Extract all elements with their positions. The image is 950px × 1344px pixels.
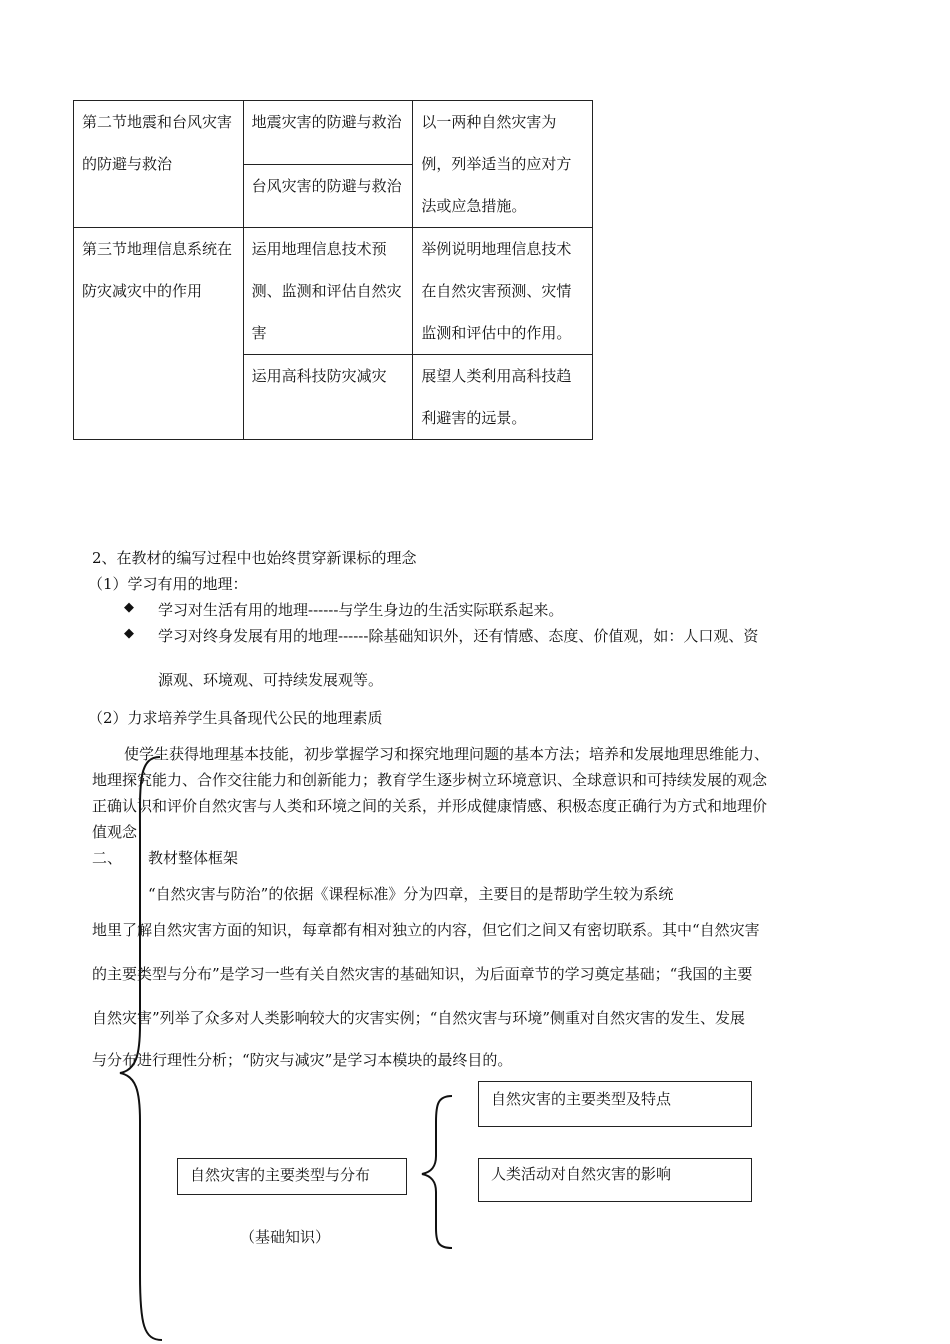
- large-brace-icon: [110, 755, 170, 1344]
- section-number: 二、: [92, 849, 123, 867]
- paragraph-line: 使学生获得地理基本技能，初步掌握学习和探究地理问题的基本方法；培养和发展地理思维能力、: [124, 745, 770, 763]
- topic-cell: 地震灾害的防避与救治: [243, 101, 413, 165]
- subtopic-box-2: 人类活动对自然灾害的影响: [478, 1158, 752, 1202]
- table-row: [74, 101, 593, 165]
- subtopic-box-1: 自然灾害的主要类型及特点: [478, 1081, 752, 1127]
- paragraph-line: 自然灾害”列举了众多对人类影响较大的灾害实例；“自然灾害与环境”侧重对自然灾害的发生、发展: [92, 1009, 746, 1027]
- paragraph-line: 的主要类型与分布”是学习一些有关自然灾害的基础知识，为后面章节的学习奠定基础；“我国的主要: [92, 965, 753, 983]
- table-row: [74, 228, 593, 355]
- diamond-bullet-icon: ◆: [124, 626, 134, 641]
- section-cell: 第二节地震和台风灾害的防避与救治: [74, 101, 244, 228]
- paragraph-line: 与分布进行理性分析；“防灾与减灾”是学习本模块的最终目的。: [92, 1051, 513, 1069]
- bullet-item-2-line1: 学习对终身发展有用的地理------除基础知识外，还有情感、态度、价值观，如：人口观、资: [158, 627, 759, 645]
- topic-cell: 运用高科技防灾减灾: [243, 355, 413, 440]
- subheading-1: （1）学习有用的地理：: [88, 575, 248, 593]
- standard-cell: 举例说明地理信息技术在自然灾害预测、灾情监测和评估中的作用。: [413, 228, 593, 355]
- standard-cell: 以一两种自然灾害为例，列举适当的应对方法或应急措施。: [413, 101, 593, 228]
- section-title: 教材整体框架: [148, 849, 239, 867]
- standard-cell: 展望人类利用高科技趋利避害的远景。: [413, 355, 593, 440]
- bullet-item-2-line2: 源观、环境观、可持续发展观等。: [158, 671, 384, 689]
- bullet-item-1: 学习对生活有用的地理------与学生身边的生活实际联系起来。: [158, 601, 564, 619]
- main-topic-caption: （基础知识）: [240, 1228, 331, 1246]
- main-topic-box: 自然灾害的主要类型与分布: [177, 1158, 407, 1195]
- paragraph-line: 正确认识和评价自然灾害与人类和环境之间的关系，并形成健康情感、积极态度正确行为方式和地理价: [92, 797, 768, 815]
- paragraph-line: 地理探究能力、合作交往能力和创新能力；教育学生逐步树立环境意识、全球意识和可持续发展的观念: [92, 771, 768, 789]
- small-brace-icon: [418, 1092, 454, 1252]
- paragraph-line: 值观念: [92, 823, 138, 841]
- topic-cell: 台风灾害的防避与救治: [243, 164, 413, 228]
- section-cell: 第三节地理信息系统在防灾减灾中的作用: [74, 228, 244, 440]
- paragraph-line: “自然灾害与防治”的依据《课程标准》分为四章，主要目的是帮助学生较为系统: [148, 885, 674, 903]
- paragraph-line: 地里了解自然灾害方面的知识，每章都有相对独立的内容，但它们之间又有密切联系。其中“自然灾害: [92, 921, 760, 939]
- heading-2: 2、在教材的编写过程中也始终贯穿新课标的理念: [92, 549, 417, 567]
- outline-table: [73, 100, 593, 440]
- subheading-2: （2）力求培养学生具备现代公民的地理素质: [88, 709, 383, 727]
- topic-cell: 运用地理信息技术预测、监测和评估自然灾害: [243, 228, 413, 355]
- diamond-bullet-icon: ◆: [124, 600, 134, 615]
